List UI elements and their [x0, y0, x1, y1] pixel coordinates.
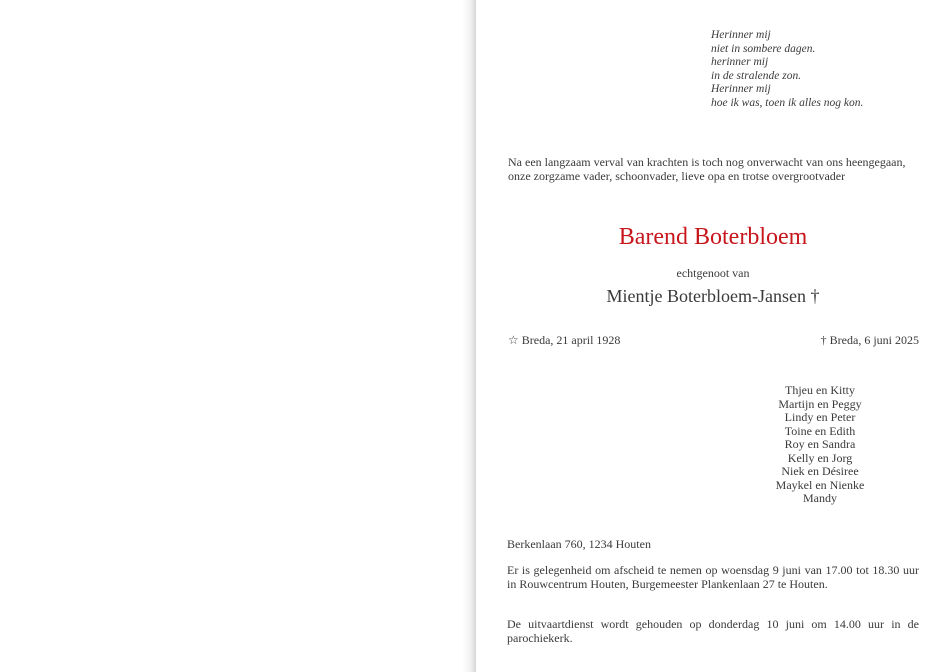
spouse-name: Mientje Boterbloem-Jansen † [606, 286, 820, 306]
family-member: Toine en Edith [784, 423, 856, 438]
left-page [0, 0, 474, 672]
service-text: De uitvaartdienst wordt gehouden op donderdag 10 juni om 14.00 uur in de parochiekerk. [507, 617, 919, 645]
announcement-page [476, 0, 950, 672]
family-member: Thjeu en Kitty [785, 383, 855, 397]
family-member: Martijn en Peggy [778, 396, 862, 411]
family-member: Mandy [803, 491, 837, 506]
family-list [760, 384, 880, 506]
address: Berkenlaan 760, 1234 Houten [507, 537, 651, 551]
poem-line: in de stralende zon. [711, 69, 802, 82]
poem-line: Herinner mij [711, 83, 771, 96]
spouse-label: echtgenoot van [676, 266, 750, 280]
farewell-text: Er is gelegenheid om afscheid te nemen op woensdag 9 juni van 17.00 tot 18.30 uur in Rouwcentrum Houten, Burgemeester Plankenlaan 27 te Houten. [507, 563, 919, 591]
poem [711, 29, 863, 111]
poem-line: niet in sombere dagen. [711, 42, 816, 55]
family-member: Maykel en Nienke [775, 477, 865, 492]
family-member: Roy en Sandra [784, 437, 856, 452]
poem-line: herinner mij [711, 56, 769, 69]
family-member: Niek en Désiree [781, 464, 859, 479]
family-member: Kelly en Jorg [787, 450, 853, 465]
deceased-name: Barend Boterbloem [618, 224, 808, 250]
birth-date: ☆ Breda, 21 april 1928 [508, 333, 621, 347]
poem-line: hoe ik was, toen ik alles nog kon. [711, 96, 864, 109]
intro-text: Na een langzaam verval van krachten is toch nog onverwacht van ons heengegaan, onze zorgzame vader, schoonvader, lieve opa en trotse overgrootvader [508, 155, 906, 183]
family-member: Lindy en Peter [784, 410, 856, 425]
poem-line: Herinner mij [711, 29, 771, 41]
death-date: † Breda, 6 juni 2025 [820, 333, 919, 347]
